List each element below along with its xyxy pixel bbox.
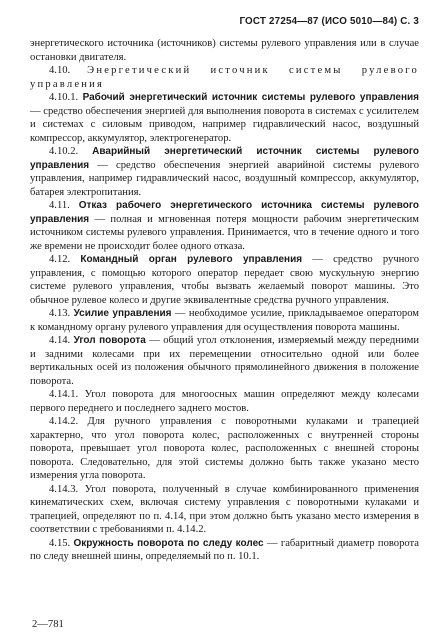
paragraph-4-10-2 bbox=[30, 145, 419, 199]
clause-number: 4.14.3. bbox=[49, 483, 79, 495]
clause-number: 4.11. bbox=[49, 200, 70, 211]
paragraph-text: Угол поворота, полученный в случае комбинированного применения кинематических схем, включая систему управления с поворотными кулаками и трапецией, определяют по п. 4.14, при этом должно быть указано место измерения в соответствии с требованиями п. 4.14.2. bbox=[30, 483, 419, 535]
paragraph-text: Для ручного управления с поворотными кулаками и трапецией характерно, что угол поворота колес, расположенных с внутренней стороны поворота, превышает угол поворота колес, расположенных с внешней стороны поворота. Следовательно, для этой системы должно быть также указано место измерения угла поворота. bbox=[30, 416, 419, 481]
defined-term: Усилие управления bbox=[73, 308, 172, 319]
paragraph-continuation bbox=[30, 37, 419, 64]
clause-number: 4.15. bbox=[49, 537, 71, 549]
defined-term: Аварийный энергетический источник системы рулевого управления bbox=[30, 146, 419, 171]
paragraph-text: — полная и мгновенная потеря мощности рабочим энергетическим источником системы рулевого управления. Принимается, что в течение одного и того же времени не происходит более одного отказа. bbox=[30, 213, 419, 252]
clause-number: 4.10.2. bbox=[49, 146, 79, 157]
defined-term: Угол поворота bbox=[73, 335, 146, 346]
paragraph-4-12 bbox=[30, 253, 419, 307]
defined-term: Окружность поворота по следу колес bbox=[73, 537, 264, 549]
clause-number: 4.12. bbox=[49, 254, 71, 265]
paragraph-text: — средство ручного управления, с помощью которого оператор передает свою мускульную энергию системе рулевого управления, чтобы вызвать желаемый поворот машины. Это обычное рулевое колесо и другие эквивалентные средства ручного управления. bbox=[30, 254, 419, 306]
defined-term: Отказ рабочего энергетического источника системы рулевого управления bbox=[30, 200, 419, 225]
body-text bbox=[30, 37, 419, 564]
paragraph-4-10-1 bbox=[30, 91, 419, 145]
paragraph-4-11 bbox=[30, 199, 419, 253]
section-heading: Энергетический источник системы рулевого управления bbox=[30, 65, 419, 90]
paragraph-text: — средство обеспечения энергией аварийной системы рулевого управления, например гидравлический насос, воздушный компрессор, аккумулятор, батарея электропитания. bbox=[30, 159, 419, 198]
document-page bbox=[30, 12, 419, 564]
paragraph-text: Угол поворота для многоосных машин определяют между колесами первого переднего и последнего заднего мостов. bbox=[30, 389, 419, 414]
printer-signature: 2—781 bbox=[32, 619, 64, 630]
clause-number: 4.14.2. bbox=[49, 416, 79, 427]
defined-term: Командный орган рулевого управления bbox=[80, 254, 303, 265]
paragraph-4-14-3 bbox=[30, 483, 419, 537]
clause-number: 4.13. bbox=[49, 308, 71, 319]
paragraph-4-10 bbox=[30, 64, 419, 91]
paragraph-4-13 bbox=[30, 307, 419, 334]
paragraph-text: — общий угол отклонения, измеряемый между передними и задними колесами при их перемещении относительно одной или более вертикальных осей из положения обычного прямолинейного движения в положение поворота. bbox=[30, 335, 420, 387]
clause-number: 4.14. bbox=[49, 335, 71, 346]
clause-number: 4.10.1. bbox=[49, 92, 79, 103]
paragraph-text: — габаритный диаметр поворота по следу внешней шины, определяемый по п. 10.1. bbox=[30, 537, 420, 562]
running-head: ГОСТ 27254—87 (ИСО 5010—84) С. 3 bbox=[239, 16, 419, 27]
paragraph-4-14-2 bbox=[30, 415, 419, 483]
clause-number: 4.10. bbox=[49, 65, 71, 76]
paragraph-4-14-1 bbox=[30, 388, 419, 415]
paragraph-4-15 bbox=[30, 537, 419, 564]
clause-number: 4.14.1. bbox=[49, 389, 79, 400]
paragraph-text: энергетического источника (источников) системы рулевого управления или в случае остановки двигателя. bbox=[30, 38, 419, 63]
defined-term: Рабочий энергетический источник системы рулевого управления bbox=[82, 92, 419, 103]
paragraph-text: — необходимое усилие, прикладываемое оператором к командному органу рулевого управления для осуществления поворота машины. bbox=[30, 308, 419, 333]
paragraph-text: — средство обеспечения энергией для выполнения поворота в системах с усилителем и системах с силовым приводом, например гидравлический насос, воздушный компрессор, аккумулятор, электрогенератор. bbox=[30, 105, 419, 144]
paragraph-4-14 bbox=[30, 334, 419, 388]
